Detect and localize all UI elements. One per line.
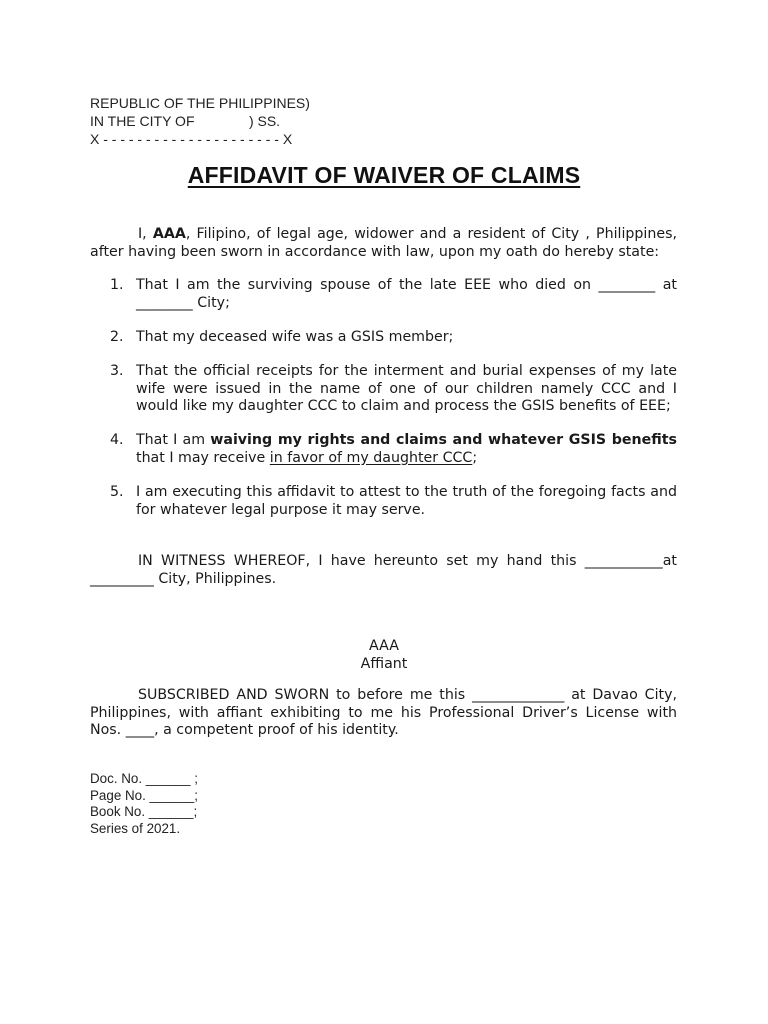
intro-text: , Filipino, of legal age, widower and a resident of City , Philippines, after having been sworn in accordance with law, upon my oath do hereby state:: [90, 226, 677, 260]
item-text: That the official receipts for the interment and burial expenses of my late wife were issued in the name of one of our children namely CCC and I would like my daughter CCC to claim and process the GSIS benefits of EEE;: [136, 363, 677, 415]
item-number: 3.: [110, 363, 124, 379]
signature-role: Affiant: [360, 656, 408, 672]
item-text: I am executing this affidavit to attest to the truth of the foregoing facts and for whatever legal purpose it may serve.: [136, 484, 677, 518]
list-item: [110, 277, 677, 312]
item-text: That I am the surviving spouse of the late EEE who died on ________ at ________ City;: [136, 277, 677, 311]
list-item: [110, 432, 677, 467]
jurat-paragraph: SUBSCRIBED AND SWORN to before me this _____________ at Davao City, Philippines, with affiant exhibiting to me his Professional Driver’s License with Nos. ____, a competent proof of his identity.: [90, 687, 677, 739]
series-year: Series of 2021.: [90, 820, 181, 836]
list-item: [110, 484, 677, 519]
item-underlined-text: in favor of my daughter CCC: [269, 449, 473, 466]
intro-prefix: I,: [138, 226, 153, 242]
venue-caption: [90, 94, 310, 148]
caption-divider: X - - - - - - - - - - - - - - - - - - - - - X: [90, 131, 293, 147]
list-item: [110, 363, 677, 416]
item-number: 1.: [110, 277, 124, 293]
item-number: 4.: [110, 432, 124, 448]
document-title: AFFIDAVIT OF WAIVER OF CLAIMS: [187, 162, 581, 188]
item-number: 5.: [110, 484, 124, 500]
item-bold-text: waiving my rights and claims and whatever GSIS benefits: [210, 432, 677, 448]
item-text: That my deceased wife was a GSIS member;: [136, 329, 454, 345]
item-number: 2.: [110, 329, 124, 345]
witness-paragraph: IN WITNESS WHEREOF, I have hereunto set my hand this ___________at _________ City, Philippines.: [90, 553, 677, 587]
caption-city: IN THE CITY OF ) SS.: [90, 113, 281, 129]
caption-republic: REPUBLIC OF THE PHILIPPINES): [90, 95, 310, 111]
signature-name: AAA: [369, 638, 399, 654]
item-pre: That I am: [136, 432, 211, 448]
intro-paragraph: [90, 226, 677, 261]
list-item: [110, 329, 677, 347]
item-mid: that I may receive: [136, 449, 270, 466]
book-number: Book No. ______;: [90, 804, 198, 819]
affiant-name: AAA: [152, 226, 186, 242]
doc-number: Doc. No. ______ ;: [90, 771, 198, 786]
page-number: Page No. ______;: [90, 787, 198, 803]
notarial-register: [90, 771, 198, 837]
item-post: ;: [472, 449, 478, 466]
